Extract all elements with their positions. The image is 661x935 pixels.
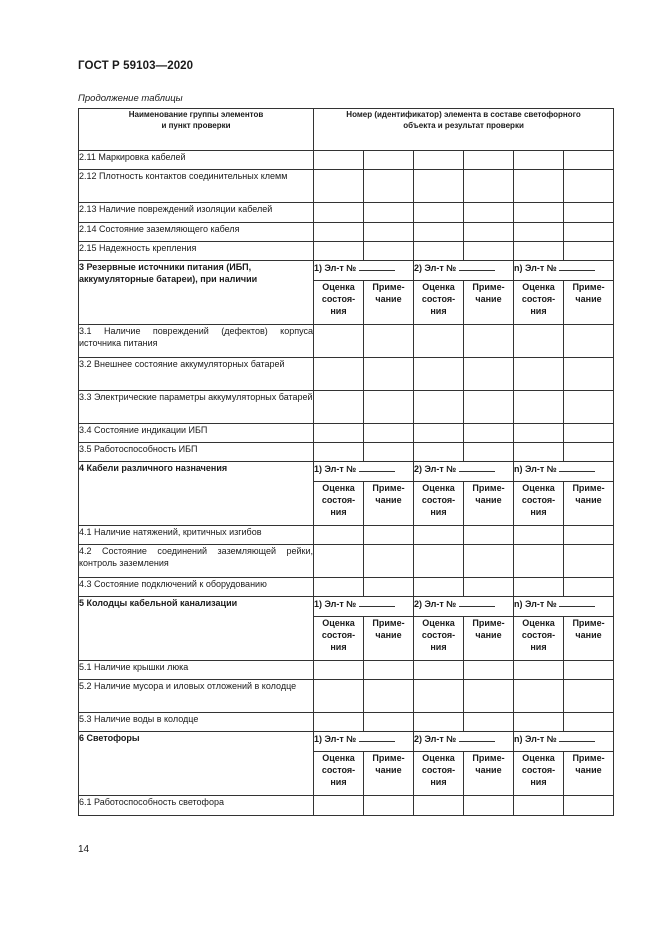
table-row bbox=[79, 680, 614, 713]
element-n-header: n) Эл-т № bbox=[514, 261, 614, 281]
section-header-row bbox=[79, 462, 614, 482]
table-row bbox=[79, 203, 614, 223]
section-title: 3 Резервные источники питания (ИБП, аккумуляторные батареи), при наличии bbox=[79, 261, 314, 325]
table-row bbox=[79, 151, 614, 170]
element-2-header: 2) Эл-т № bbox=[414, 597, 514, 617]
section-header-row bbox=[79, 732, 614, 752]
element-2-header: 2) Эл-т № bbox=[414, 732, 514, 752]
assessment-header: Оценка состоя- ния bbox=[414, 752, 464, 796]
note-header: Приме- чание bbox=[464, 281, 514, 325]
table-row bbox=[79, 578, 614, 597]
table-row bbox=[79, 358, 614, 391]
section-header-row bbox=[79, 597, 614, 617]
table-row bbox=[79, 713, 614, 732]
check-item-label: 2.12 Плотность контактов соединительных клемм bbox=[79, 170, 314, 203]
check-item-label: 5.3 Наличие воды в колодце bbox=[79, 713, 314, 732]
check-item-label: 3.4 Состояние индикации ИБП bbox=[79, 424, 314, 443]
element-2-header: 2) Эл-т № bbox=[414, 261, 514, 281]
table-continuation-label: Продолжение таблицы bbox=[78, 93, 183, 104]
note-header: Приме- чание bbox=[464, 482, 514, 526]
assessment-header: Оценка состоя- ния bbox=[314, 617, 364, 661]
table-row bbox=[79, 391, 614, 424]
check-item-label: 4.2 Состояние соединений заземляющей рейки, контроль заземления bbox=[79, 545, 314, 578]
table-row bbox=[79, 796, 614, 816]
assessment-header: Оценка состоя- ния bbox=[414, 482, 464, 526]
element-n-header: n) Эл-т № bbox=[514, 462, 614, 482]
check-item-label: 6.1 Работоспособность светофора bbox=[79, 796, 314, 816]
section-title: 5 Колодцы кабельной канализации bbox=[79, 597, 314, 661]
assessment-header: Оценка состоя- ния bbox=[314, 482, 364, 526]
check-item-label: 2.15 Надежность крепления bbox=[79, 242, 314, 261]
element-n-header: n) Эл-т № bbox=[514, 597, 614, 617]
note-header: Приме- чание bbox=[464, 617, 514, 661]
element-1-header: 1) Эл-т № bbox=[314, 597, 414, 617]
check-item-label: 3.2 Внешнее состояние аккумуляторных батарей bbox=[79, 358, 314, 391]
check-item-label: 5.1 Наличие крышки люка bbox=[79, 661, 314, 680]
check-item-label: 3.5 Работоспособность ИБП bbox=[79, 443, 314, 462]
table-row bbox=[79, 526, 614, 545]
check-item-label: 2.11 Маркировка кабелей bbox=[79, 151, 314, 170]
assessment-header: Оценка состоя- ния bbox=[414, 281, 464, 325]
header-group-name: Наименование группы элементов и пункт проверки bbox=[79, 109, 314, 151]
element-n-header: n) Эл-т № bbox=[514, 732, 614, 752]
check-item-label: 4.1 Наличие натяжений, критичных изгибов bbox=[79, 526, 314, 545]
table-row bbox=[79, 424, 614, 443]
note-header: Приме- чание bbox=[364, 752, 414, 796]
assessment-header: Оценка состоя- ния bbox=[414, 617, 464, 661]
assessment-header: Оценка состоя- ния bbox=[314, 752, 364, 796]
table-row bbox=[79, 661, 614, 680]
assessment-header: Оценка состоя- ния bbox=[514, 482, 564, 526]
table-row bbox=[79, 443, 614, 462]
note-header: Приме- чание bbox=[364, 281, 414, 325]
note-header: Приме- чание bbox=[364, 617, 414, 661]
note-header: Приме- чание bbox=[564, 752, 614, 796]
section-header-row bbox=[79, 261, 614, 281]
check-item-label: 4.3 Состояние подключений к оборудованию bbox=[79, 578, 314, 597]
element-1-header: 1) Эл-т № bbox=[314, 261, 414, 281]
section-title: 6 Светофоры bbox=[79, 732, 314, 796]
table-header-row bbox=[79, 109, 614, 151]
element-1-header: 1) Эл-т № bbox=[314, 462, 414, 482]
assessment-header: Оценка состоя- ния bbox=[514, 617, 564, 661]
document-title: ГОСТ Р 59103—2020 bbox=[78, 60, 194, 72]
note-header: Приме- чание bbox=[364, 482, 414, 526]
check-item-label: 5.2 Наличие мусора и иловых отложений в колодце bbox=[79, 680, 314, 713]
table-row bbox=[79, 325, 614, 358]
element-2-header: 2) Эл-т № bbox=[414, 462, 514, 482]
inspection-table bbox=[78, 108, 614, 816]
assessment-header: Оценка состоя- ния bbox=[314, 281, 364, 325]
note-header: Приме- чание bbox=[564, 281, 614, 325]
section-title: 4 Кабели различного назначения bbox=[79, 462, 314, 526]
check-item-label: 2.14 Состояние заземляющего кабеля bbox=[79, 223, 314, 242]
assessment-header: Оценка состоя- ния bbox=[514, 281, 564, 325]
element-1-header: 1) Эл-т № bbox=[314, 732, 414, 752]
table-row bbox=[79, 223, 614, 242]
assessment-header: Оценка состоя- ния bbox=[514, 752, 564, 796]
check-item-label: 3.1 Наличие повреждений (дефектов) корпуса источника питания bbox=[79, 325, 314, 358]
table-row bbox=[79, 170, 614, 203]
check-item-label: 3.3 Электрические параметры аккумуляторных батарей bbox=[79, 391, 314, 424]
table-row bbox=[79, 545, 614, 578]
page-number: 14 bbox=[78, 844, 90, 855]
note-header: Приме- чание bbox=[564, 617, 614, 661]
note-header: Приме- чание bbox=[564, 482, 614, 526]
table-row bbox=[79, 242, 614, 261]
note-header: Приме- чание bbox=[464, 752, 514, 796]
header-element-number: Номер (идентификатор) элемента в составе светофорного объекта и результат проверки bbox=[314, 109, 614, 151]
check-item-label: 2.13 Наличие повреждений изоляции кабелей bbox=[79, 203, 314, 223]
